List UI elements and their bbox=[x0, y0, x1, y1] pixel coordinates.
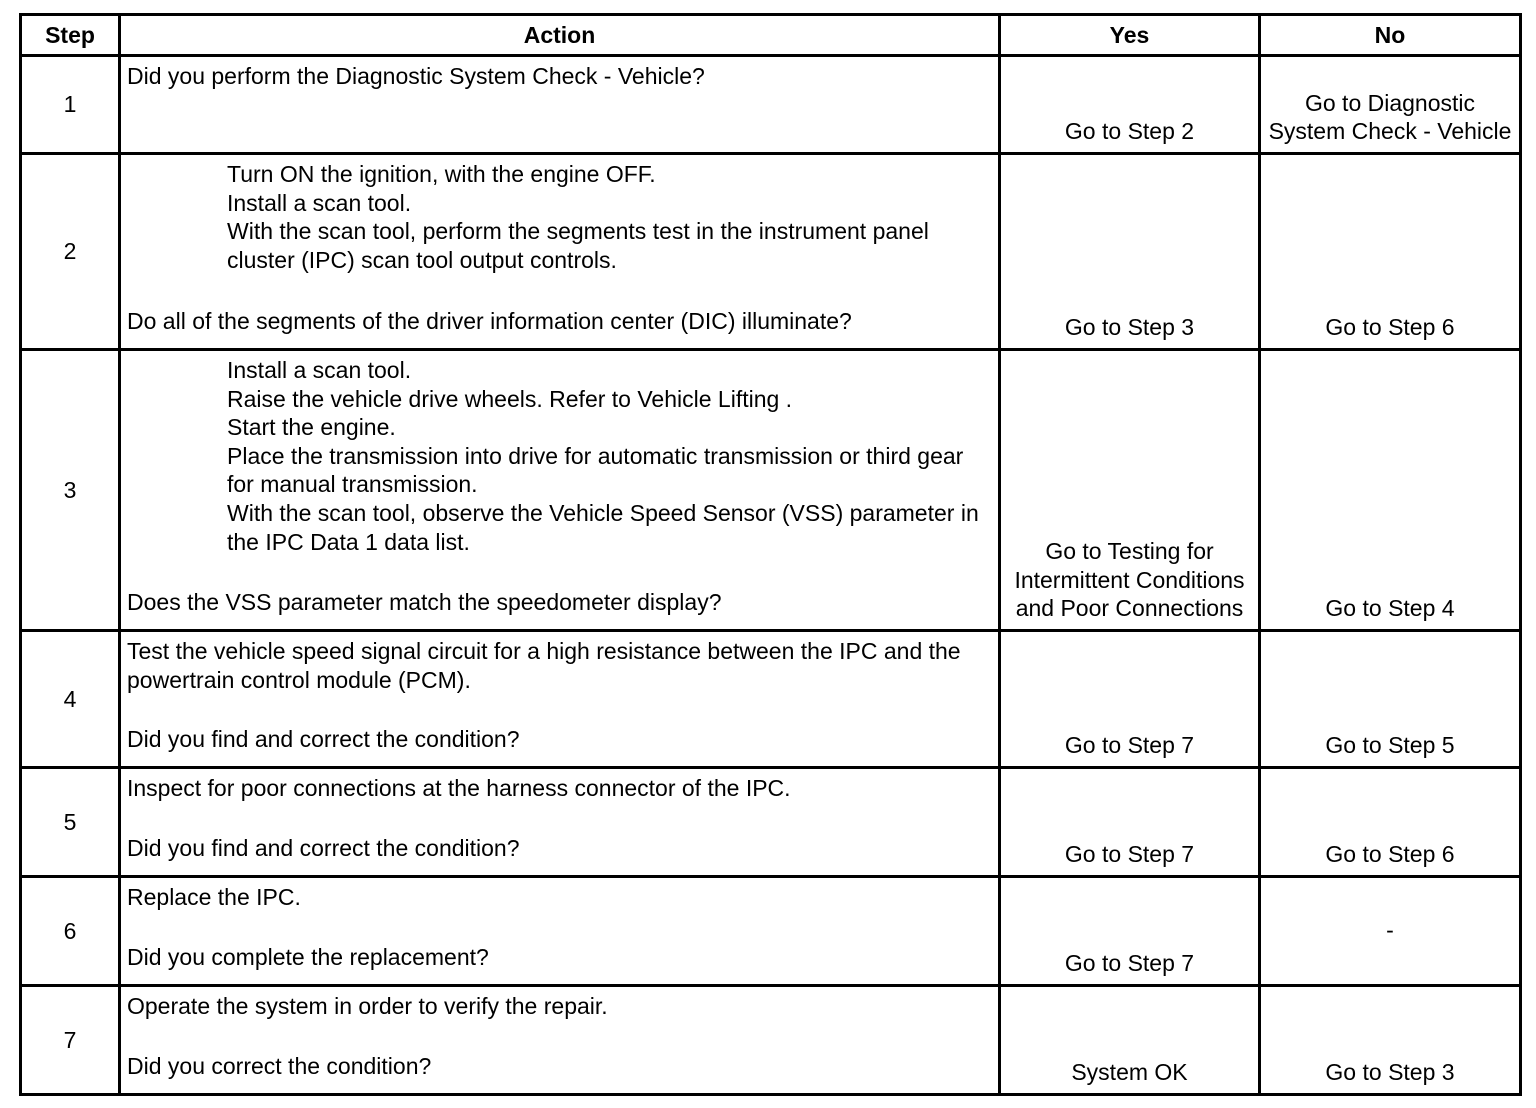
no-result: Go to Step 3 bbox=[1260, 986, 1521, 1095]
step-number: 3 bbox=[21, 350, 120, 631]
action-text: Replace the IPC. bbox=[127, 884, 301, 910]
step-number: 7 bbox=[21, 986, 120, 1095]
table-row bbox=[21, 631, 1521, 768]
list-item: With the scan tool, observe the Vehicle Speed Sensor (VSS) parameter in the IPC Data 1 data list. bbox=[227, 499, 979, 555]
no-result: Go to Step 4 bbox=[1260, 350, 1521, 631]
action-question: Did you find and correct the condition? bbox=[127, 835, 520, 862]
action-text: Operate the system in order to verify the repair. bbox=[127, 993, 608, 1019]
table-row bbox=[21, 877, 1521, 986]
action-question: Did you find and correct the condition? bbox=[127, 726, 520, 753]
no-result: Go to Step 6 bbox=[1260, 768, 1521, 877]
action-steps-list bbox=[127, 356, 992, 556]
yes-result: Go to Step 7 bbox=[1000, 877, 1260, 986]
action-text: Test the vehicle speed signal circuit for a high resistance between the IPC and the powertrain control module (PCM). bbox=[127, 638, 961, 693]
yes-result: Go to Step 7 bbox=[1000, 631, 1260, 768]
no-result: Go to Step 5 bbox=[1260, 631, 1521, 768]
action-cell bbox=[120, 768, 1000, 877]
action-question: Did you correct the condition? bbox=[127, 1053, 432, 1080]
yes-result: Go to Testing for Intermittent Conditions and Poor Connections bbox=[1000, 350, 1260, 631]
action-text: Did you perform the Diagnostic System Check - Vehicle? bbox=[127, 63, 705, 89]
table-row bbox=[21, 350, 1521, 631]
table-body bbox=[21, 56, 1521, 1095]
step-number: 5 bbox=[21, 768, 120, 877]
action-text: Inspect for poor connections at the harness connector of the IPC. bbox=[127, 775, 791, 801]
yes-result: Go to Step 2 bbox=[1000, 56, 1260, 154]
no-result: Go to Step 6 bbox=[1260, 154, 1521, 350]
yes-result: System OK bbox=[1000, 986, 1260, 1095]
action-steps-list bbox=[127, 160, 992, 274]
list-item: Install a scan tool. bbox=[227, 357, 412, 383]
action-question: Does the VSS parameter match the speedometer display? bbox=[127, 589, 722, 616]
header-action: Action bbox=[120, 15, 1000, 56]
diagnostic-table bbox=[19, 13, 1522, 1096]
action-cell bbox=[120, 56, 1000, 154]
header-yes: Yes bbox=[1000, 15, 1260, 56]
step-number: 6 bbox=[21, 877, 120, 986]
no-result: Go to Diagnostic System Check - Vehicle bbox=[1260, 56, 1521, 154]
action-cell bbox=[120, 631, 1000, 768]
action-question: Do all of the segments of the driver information center (DIC) illuminate? bbox=[127, 308, 852, 335]
no-result: - bbox=[1260, 877, 1521, 986]
table-row bbox=[21, 154, 1521, 350]
step-number: 4 bbox=[21, 631, 120, 768]
list-item: Install a scan tool. bbox=[227, 189, 412, 216]
list-item: Place the transmission into drive for automatic transmission or third gear for manual transmission. bbox=[227, 442, 964, 498]
header-no: No bbox=[1260, 15, 1521, 56]
header-step: Step bbox=[21, 15, 120, 56]
header-row bbox=[21, 15, 1521, 56]
table-row bbox=[21, 56, 1521, 154]
yes-result: Go to Step 3 bbox=[1000, 154, 1260, 350]
list-item: Start the engine. bbox=[227, 414, 396, 441]
table-row bbox=[21, 768, 1521, 877]
step-number: 1 bbox=[21, 56, 120, 154]
step-number: 2 bbox=[21, 154, 120, 350]
list-item: With the scan tool, perform the segments test in the instrument panel cluster (IPC) scan tool output controls. bbox=[227, 218, 929, 273]
list-item: Turn ON the ignition, with the engine OFF. bbox=[227, 161, 656, 187]
action-cell bbox=[120, 877, 1000, 986]
action-cell bbox=[120, 986, 1000, 1095]
action-cell bbox=[120, 350, 1000, 631]
list-item: Raise the vehicle drive wheels. Refer to Vehicle Lifting . bbox=[227, 385, 793, 412]
table-row bbox=[21, 986, 1521, 1095]
yes-result: Go to Step 7 bbox=[1000, 768, 1260, 877]
action-cell bbox=[120, 154, 1000, 350]
action-question: Did you complete the replacement? bbox=[127, 944, 489, 971]
